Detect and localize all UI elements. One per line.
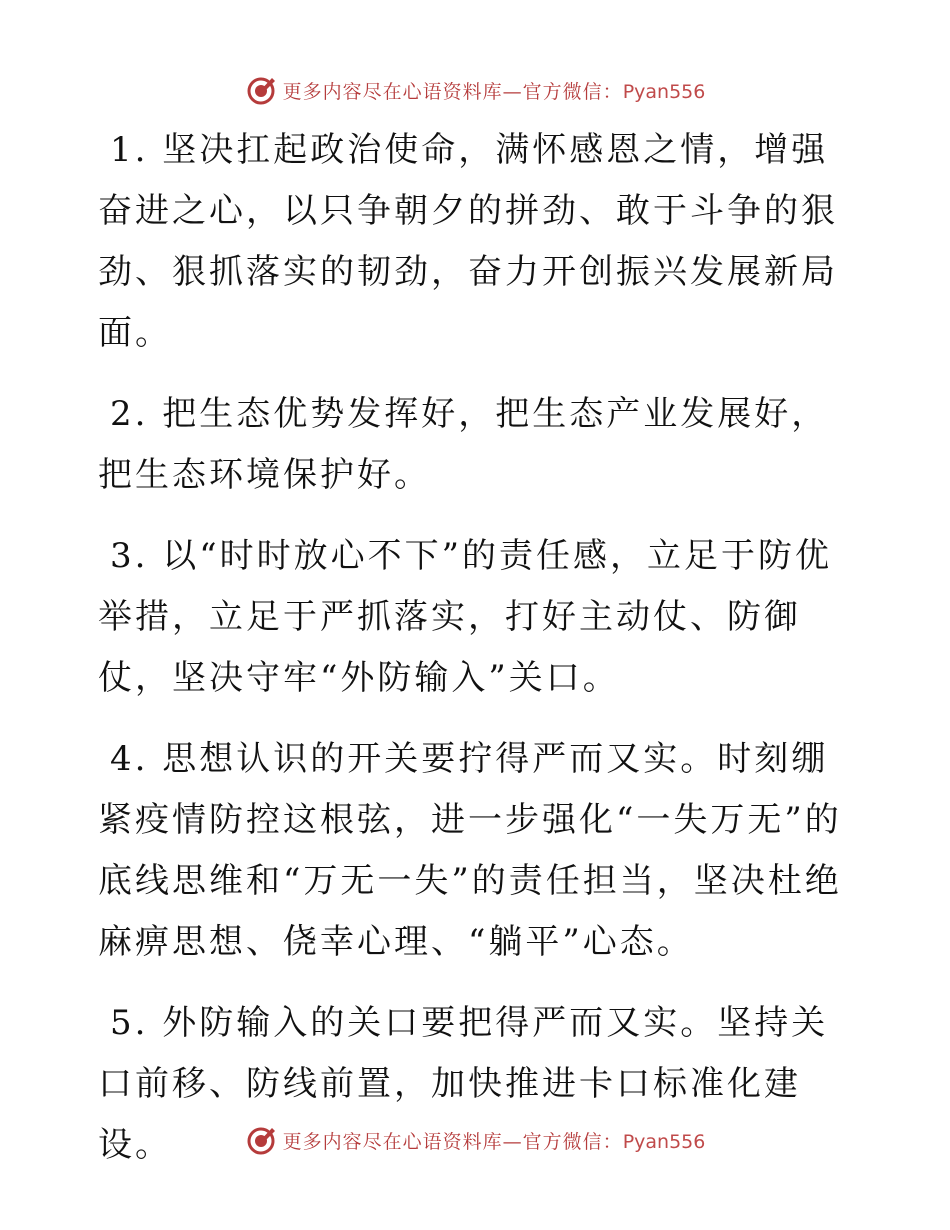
header-title: 更多内容尽在心语资料库 bbox=[282, 80, 503, 103]
paragraph-3: 3. 以“时时放心不下”的责任感，立足于防优举措，立足于严抓落实，打好主动仗、防御仗，坚决守牢“外防输入”关口。 bbox=[98, 536, 833, 698]
paragraph-4: 4. 思想认识的开关要拧得严而又实。时刻绷紧疫情防控这根弦，进一步强化“一失万无”的底线思维和“万无一失”的责任担当，坚决杜绝麻痹思想、侥幸心理、“躺平”心态。 bbox=[98, 739, 842, 962]
footer-title: 更多内容尽在心语资料库 bbox=[282, 1130, 503, 1153]
brush-circle-logo-icon bbox=[245, 74, 277, 106]
footer-banner-text bbox=[283, 1127, 706, 1154]
paragraph-2: 2. 把生态优势发挥好，把生态产业发展好，把生态环境保护好。 bbox=[98, 394, 829, 495]
footer-separator: — bbox=[502, 1130, 523, 1153]
header-banner-text bbox=[283, 77, 706, 104]
header-wechat-id: Pyan556 bbox=[622, 80, 706, 103]
footer-wechat-id: Pyan556 bbox=[622, 1130, 706, 1153]
paragraph-5: 5. 外防输入的关口要把得严而又实。坚持关口前移、防线前置，加快推进卡口标准化建设。 bbox=[98, 1003, 829, 1165]
footer-banner bbox=[0, 1120, 950, 1160]
header-banner bbox=[0, 70, 950, 110]
header-separator: — bbox=[502, 80, 523, 103]
paragraph-1: 1. 坚决扛起政治使命，满怀感恩之情，增强奋进之心，以只争朝夕的拼劲、敢于斗争的狠劲、狠抓落实的韧劲，奋力开创振兴发展新局面。 bbox=[98, 130, 838, 353]
footer-wechat-label: 官方微信： bbox=[522, 1130, 623, 1153]
document-body bbox=[98, 120, 858, 1196]
brush-circle-logo-icon bbox=[245, 1124, 277, 1156]
header-wechat-label: 官方微信： bbox=[522, 80, 623, 103]
